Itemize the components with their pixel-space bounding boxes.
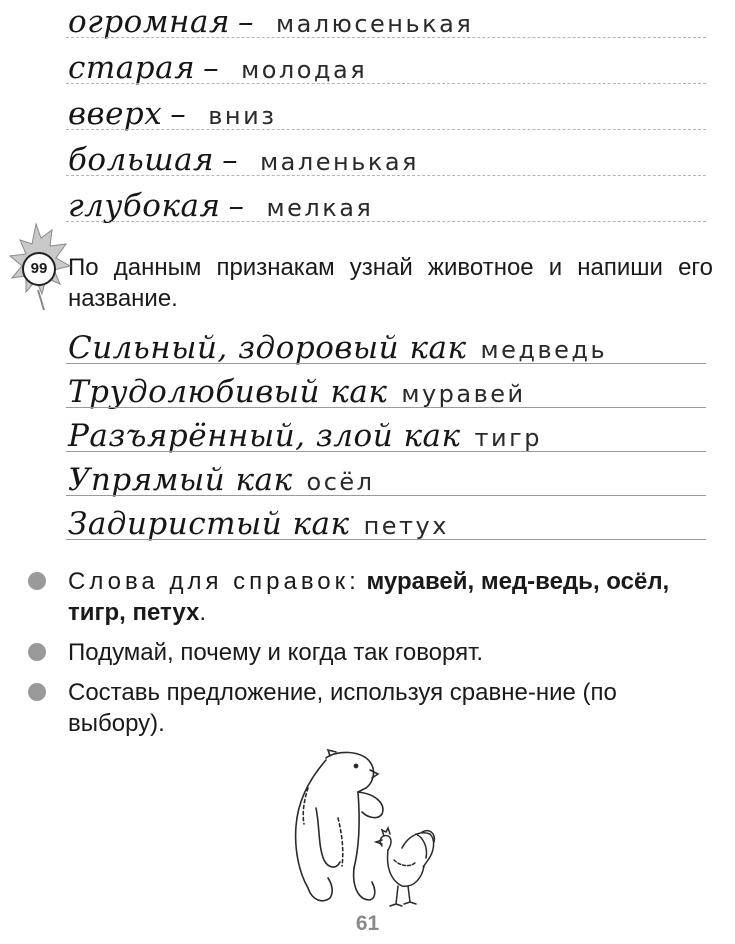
comparison-phrase: Сильный, здоровый как медведь xyxy=(68,330,608,366)
bullet-item: Слова для справок: муравей, мед-ведь, осёл, тигр, петух. xyxy=(26,566,716,628)
antonym-line xyxy=(66,138,706,182)
bear-icon xyxy=(296,750,383,901)
comparison-phrase: Задиристый как петух xyxy=(68,506,449,542)
antonym-line xyxy=(66,46,706,90)
handwritten-answer: медведь xyxy=(480,336,608,364)
comparison-phrase: Трудолюбивый как муравей xyxy=(68,374,526,410)
rooster-icon xyxy=(376,828,434,906)
handwritten-answer: молодая xyxy=(241,56,368,84)
handwritten-answer: малюсенькая xyxy=(275,10,474,38)
handwritten-answer: осёл xyxy=(306,468,375,496)
comparison-line xyxy=(66,414,706,458)
handwritten-answer: петух xyxy=(363,512,449,540)
antonym-pair: старая – молодая xyxy=(68,50,368,86)
comparison-phrase: Упрямый как осёл xyxy=(68,462,375,498)
bullet-item: Подумай, почему и когда так говорят. xyxy=(26,637,716,668)
bullet-dot-icon xyxy=(28,683,46,701)
bear-and-rooster-illustration xyxy=(278,748,458,913)
antonym-line xyxy=(66,0,706,44)
comparison-line xyxy=(66,502,706,546)
task-number-badge: 99 xyxy=(22,252,56,286)
bullet-item: Составь предложение, используя сравне-ние (по выбору). xyxy=(26,677,716,739)
task-instruction: По данным признакам узнай животное и напиши его название. xyxy=(68,254,713,312)
comparison-line xyxy=(66,326,706,370)
comparison-line xyxy=(66,370,706,414)
handwritten-answer: вниз xyxy=(208,102,277,130)
antonym-pair: большая – маленькая xyxy=(68,142,419,178)
page-number: 61 xyxy=(355,912,380,935)
handwritten-answer: маленькая xyxy=(260,148,419,176)
antonym-pair: огромная – малюсенькая xyxy=(68,4,474,40)
bullet-dot-icon xyxy=(28,572,46,590)
handwritten-answer: муравей xyxy=(401,380,526,408)
bullet-dot-icon xyxy=(28,643,46,661)
bullet-list xyxy=(26,566,716,748)
antonym-pair: глубокая – мелкая xyxy=(68,188,374,224)
comparison-phrase: Разъярённый, злой как тигр xyxy=(68,418,542,454)
antonym-line xyxy=(66,92,706,136)
handwritten-answer: тигр xyxy=(474,424,542,452)
hint-words: муравей, мед-ведь, осёл, тигр, петух xyxy=(68,568,670,626)
comparison-line xyxy=(66,458,706,502)
antonym-line xyxy=(66,184,706,228)
antonym-pair: вверх – вниз xyxy=(68,96,277,132)
handwritten-answer: мелкая xyxy=(266,194,374,222)
